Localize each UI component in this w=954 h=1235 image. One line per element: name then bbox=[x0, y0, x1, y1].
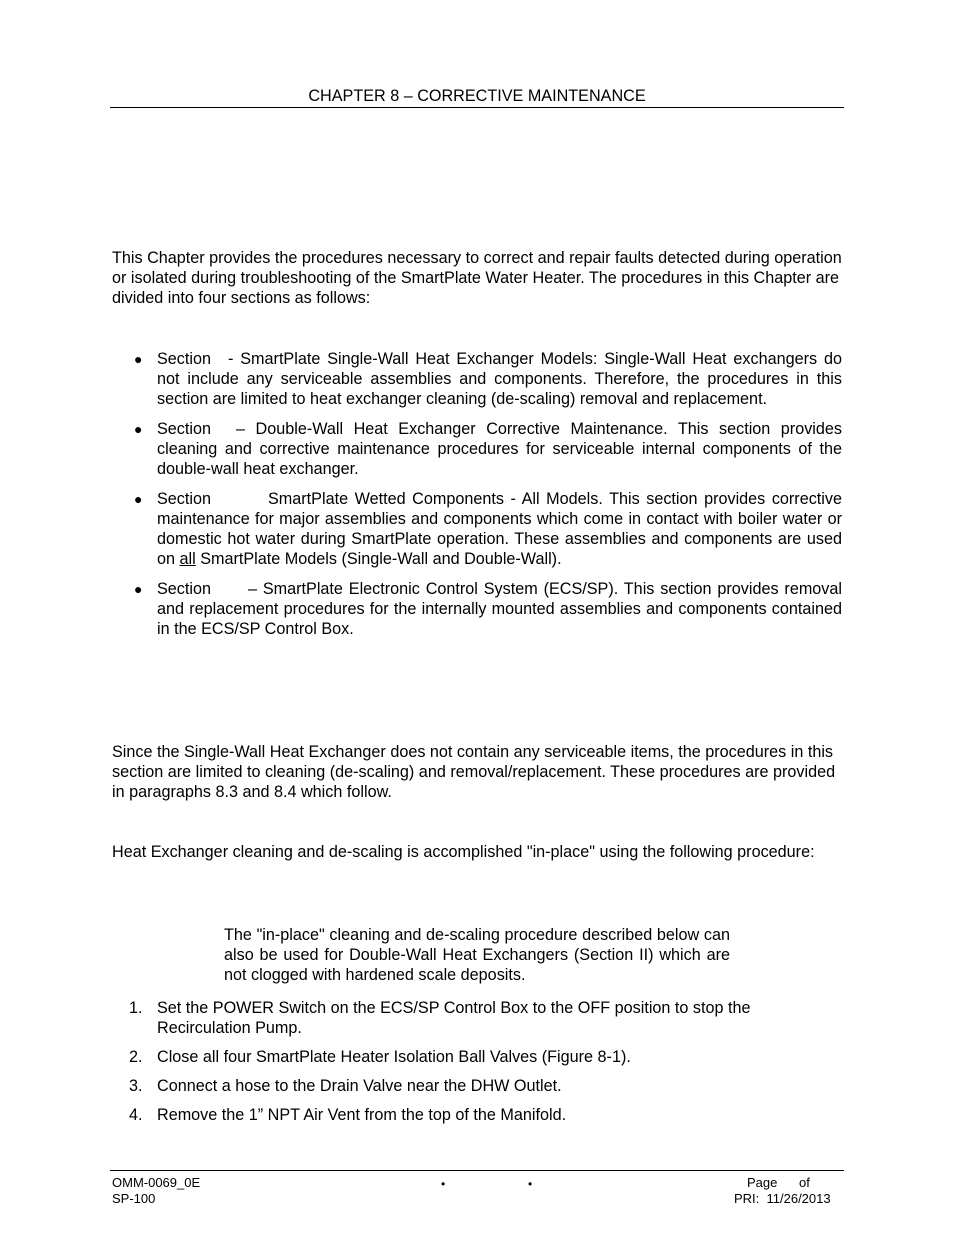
section-one-intro-paragraph: Since the Single-Wall Heat Exchanger does not contain any serviceable items, the procedures in this section are limited to cleaning (de-scaling) and removal/replacement. These procedures are provided in paragraphs 8.3 and 8.4 which follow. bbox=[112, 743, 836, 801]
bullet-icon: ● bbox=[134, 581, 143, 597]
section-description: – SmartPlate Electronic Control System (ECS/SP). This section provides removal and replacement procedures for the internally mounted assemblies and components contained in the ECS/SP Control Box. bbox=[157, 580, 842, 638]
procedure-steps bbox=[112, 998, 844, 1125]
procedure-step bbox=[112, 1047, 844, 1067]
step-number: 4. bbox=[129, 1106, 143, 1124]
section-label: Section bbox=[157, 350, 211, 368]
footer-divider bbox=[110, 1170, 844, 1171]
bullet-icon: ● bbox=[134, 421, 143, 437]
section-description: SmartPlate Wetted Components - All Models. This section provides corrective maintenance for major assemblies and components which come in contact with boiler water or domestic hot water during SmartPlate operation. These assemblies and components are used on bbox=[157, 490, 842, 568]
bullet-icon: ● bbox=[134, 351, 143, 367]
procedure-step bbox=[112, 998, 844, 1038]
footer-bullet-icon: • bbox=[441, 1177, 446, 1191]
procedure-step bbox=[112, 1076, 844, 1096]
step-text: Remove the 1” NPT Air Vent from the top of the Manifold. bbox=[157, 1106, 567, 1124]
step-text: Connect a hose to the Drain Valve near the DHW Outlet. bbox=[157, 1077, 562, 1095]
section-description: – Double-Wall Heat Exchanger Corrective Maintenance. This section provides cleaning and corrective maintenance procedures for serviceable internal components of the double-wall heat exchanger. bbox=[157, 420, 842, 478]
header-divider bbox=[110, 107, 844, 108]
section-description-end: SmartPlate Models (Single-Wall and Double-Wall). bbox=[195, 550, 562, 568]
step-number: 3. bbox=[129, 1077, 143, 1095]
procedure-step bbox=[112, 1105, 844, 1125]
section-description: - SmartPlate Single-Wall Heat Exchanger Models: Single-Wall Heat exchangers do not include any serviceable assemblies and components. Therefore, the procedures in this section are limited to heat exchanger cleaning (de-scaling) removal and replacement. bbox=[157, 350, 842, 408]
footer-doc-number: OMM-0069_0E bbox=[112, 1175, 201, 1190]
footer-bullet-icon: • bbox=[528, 1177, 533, 1191]
section-description-underlined: all bbox=[179, 550, 196, 568]
step-text: Close all four SmartPlate Heater Isolation Ball Valves (Figure 8-1). bbox=[157, 1048, 631, 1066]
step-number: 2. bbox=[129, 1048, 143, 1066]
footer-page-number: Page of bbox=[747, 1175, 810, 1190]
bullet-icon: ● bbox=[134, 491, 143, 507]
footer-model: SP-100 bbox=[112, 1191, 156, 1206]
section-list-item bbox=[112, 349, 842, 409]
chapter-intro-paragraph: This Chapter provides the procedures necessary to correct and repair faults detected during operation or isolated during troubleshooting of the SmartPlate Water Heater. The procedures in this Chapter are divided into four sections as follows: bbox=[112, 249, 842, 307]
cleaning-intro-paragraph: Heat Exchanger cleaning and de-scaling is accomplished "in-place" using the following procedure: bbox=[112, 843, 815, 861]
section-list-item bbox=[112, 579, 842, 639]
footer-revision-date: PRI: 11/26/2013 bbox=[734, 1191, 831, 1206]
note-text: The "in-place" cleaning and de-scaling procedure described below can also be used for Double-Wall Heat Exchangers (Section II) which are not clogged with hardened scale deposits. bbox=[224, 926, 730, 984]
section-list bbox=[112, 349, 842, 639]
step-text: Set the POWER Switch on the ECS/SP Control Box to the OFF position to stop the Recirculation Pump. bbox=[157, 999, 751, 1037]
section-list-item bbox=[112, 489, 842, 569]
page-header-title: CHAPTER 8 – CORRECTIVE MAINTENANCE bbox=[308, 87, 646, 105]
section-list-item bbox=[112, 419, 842, 479]
step-number: 1. bbox=[129, 999, 143, 1017]
section-label: Section bbox=[157, 580, 211, 598]
section-label: Section bbox=[157, 490, 211, 508]
section-label: Section bbox=[157, 420, 211, 438]
